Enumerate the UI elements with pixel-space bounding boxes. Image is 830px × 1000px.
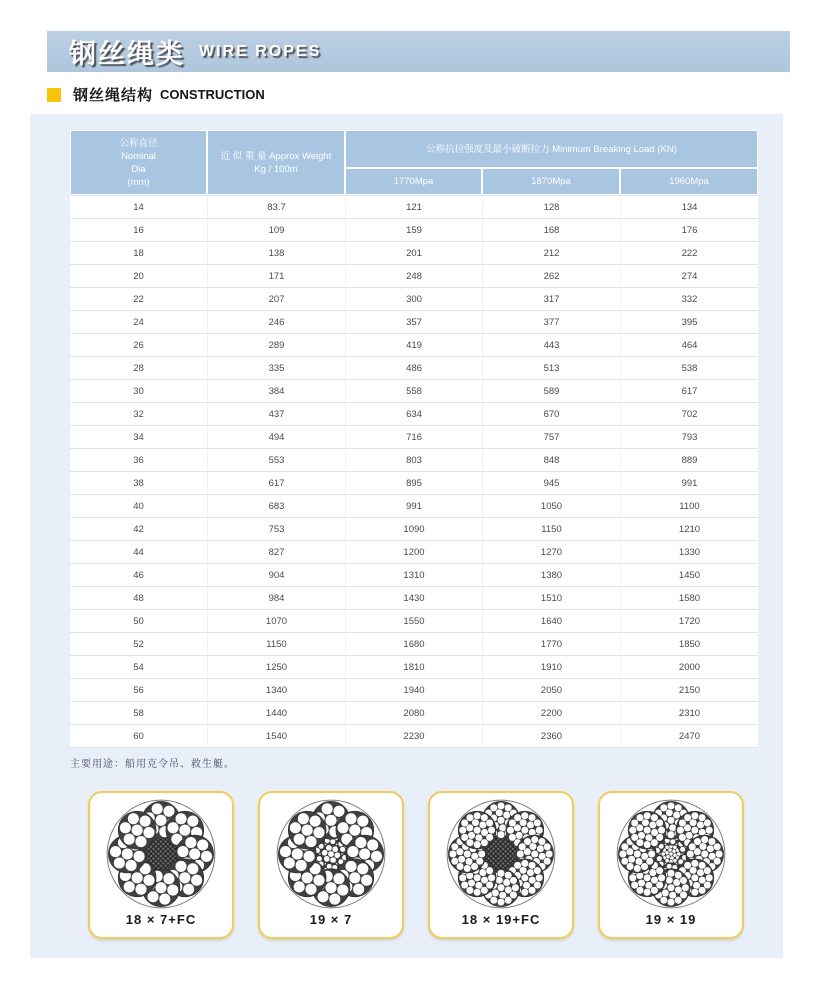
table-cell: 513: [482, 356, 620, 379]
table-row: [70, 471, 758, 494]
table-cell: 2050: [482, 678, 620, 701]
table-cell: 30: [70, 379, 207, 402]
table-cell: 553: [207, 448, 345, 471]
table-cell: 1580: [620, 586, 758, 609]
header-line: (mm): [127, 176, 150, 188]
table-cell: 332: [620, 287, 758, 310]
table-row: [70, 448, 758, 471]
table-cell: 134: [620, 195, 758, 218]
table-cell: 1450: [620, 563, 758, 586]
table-row: [70, 609, 758, 632]
table-cell: 1430: [345, 586, 482, 609]
table-cell: 56: [70, 678, 207, 701]
table-cell: 207: [207, 287, 345, 310]
table-row: [70, 724, 758, 748]
table-cell: 757: [482, 425, 620, 448]
header-grade-1870: 1870Mpa: [482, 168, 620, 195]
header-grade-1960: 1960Mpa: [620, 168, 758, 195]
table-cell: 1210: [620, 517, 758, 540]
section-title-zh: 钢丝绳结构: [73, 87, 154, 104]
construction-label: 18 × 7+FC: [125, 912, 197, 927]
table-cell: 384: [207, 379, 345, 402]
section-title-en: CONSTRUCTION: [160, 87, 265, 102]
table-cell: 803: [345, 448, 482, 471]
table-cell: 1150: [482, 517, 620, 540]
table-row: [70, 517, 758, 540]
table-cell: 634: [345, 402, 482, 425]
table-cell: 895: [345, 471, 482, 494]
header-line: Dia: [131, 163, 146, 175]
table-cell: 716: [345, 425, 482, 448]
table-cell: 1330: [620, 540, 758, 563]
table-row: [70, 563, 758, 586]
construction-cards: [88, 791, 744, 939]
table-cell: 262: [482, 264, 620, 287]
construction-label: 19 × 7: [309, 912, 353, 927]
table-cell: 2080: [345, 701, 482, 724]
table-cell: 357: [345, 310, 482, 333]
table-cell: 1850: [620, 632, 758, 655]
table-cell: 36: [70, 448, 207, 471]
table-cell: 201: [345, 241, 482, 264]
table-cell: 212: [482, 241, 620, 264]
table-cell: 109: [207, 218, 345, 241]
table-cell: 848: [482, 448, 620, 471]
table-cell: 2310: [620, 701, 758, 724]
header-line: 近 似 重 量 Approx Weight: [220, 150, 332, 162]
table-cell: 1200: [345, 540, 482, 563]
construction-card-18-7-fc: [88, 791, 234, 939]
table-cell: 46: [70, 563, 207, 586]
header-breaking-load: 公称抗拉强度及最小破断拉力 Minimum Breaking Load (KN): [345, 130, 758, 168]
table-row: [70, 494, 758, 517]
table-cell: 889: [620, 448, 758, 471]
header-approx-weight: [207, 130, 345, 195]
table-cell: 2000: [620, 655, 758, 678]
table-cell: 1340: [207, 678, 345, 701]
table-cell: 335: [207, 356, 345, 379]
table-row: [70, 655, 758, 678]
table-cell: 42: [70, 517, 207, 540]
table-row: [70, 402, 758, 425]
table-row: [70, 195, 758, 218]
usage-note: 主要用途：船用克令吊、救生艇。: [70, 759, 235, 770]
table-cell: 589: [482, 379, 620, 402]
table-cell: 1640: [482, 609, 620, 632]
table-cell: 991: [620, 471, 758, 494]
table-cell: 54: [70, 655, 207, 678]
table-cell: 683: [207, 494, 345, 517]
table-row: [70, 632, 758, 655]
table-cell: 20: [70, 264, 207, 287]
table-cell: 494: [207, 425, 345, 448]
table-cell: 793: [620, 425, 758, 448]
table-cell: 300: [345, 287, 482, 310]
spec-table-head: [70, 130, 758, 195]
table-cell: 274: [620, 264, 758, 287]
table-row: [70, 586, 758, 609]
table-row: [70, 333, 758, 356]
table-cell: 34: [70, 425, 207, 448]
header-line: Kg / 100m: [254, 163, 298, 175]
table-cell: 1680: [345, 632, 482, 655]
wire-rope-cross-section-icon: [445, 798, 557, 910]
construction-card-19-19: [598, 791, 744, 939]
table-cell: 26: [70, 333, 207, 356]
table-cell: 1440: [207, 701, 345, 724]
table-cell: 44: [70, 540, 207, 563]
table-cell: 1510: [482, 586, 620, 609]
table-cell: 128: [482, 195, 620, 218]
table-cell: 395: [620, 310, 758, 333]
table-cell: 28: [70, 356, 207, 379]
table-cell: 1720: [620, 609, 758, 632]
table-cell: 32: [70, 402, 207, 425]
table-cell: 18: [70, 241, 207, 264]
table-cell: 138: [207, 241, 345, 264]
table-cell: 1090: [345, 517, 482, 540]
table-cell: 1070: [207, 609, 345, 632]
spec-table-body: [70, 195, 758, 748]
table-cell: 248: [345, 264, 482, 287]
page-title-en: WIRE ROPES: [199, 42, 322, 60]
table-cell: 40: [70, 494, 207, 517]
table-cell: 753: [207, 517, 345, 540]
table-cell: 377: [482, 310, 620, 333]
construction-label: 18 × 19+FC: [461, 912, 541, 927]
table-cell: 222: [620, 241, 758, 264]
table-cell: 2360: [482, 724, 620, 748]
yellow-square-icon: [47, 88, 61, 102]
table-row: [70, 287, 758, 310]
table-cell: 246: [207, 310, 345, 333]
table-cell: 52: [70, 632, 207, 655]
header-grade-1770: 1770Mpa: [345, 168, 482, 195]
table-cell: 419: [345, 333, 482, 356]
table-cell: 2200: [482, 701, 620, 724]
table-cell: 48: [70, 586, 207, 609]
table-cell: 1310: [345, 563, 482, 586]
table-cell: 945: [482, 471, 620, 494]
table-cell: 904: [207, 563, 345, 586]
construction-card-18-19-fc: [428, 791, 574, 939]
table-cell: 159: [345, 218, 482, 241]
table-cell: 14: [70, 195, 207, 218]
header-line: Nominal: [121, 150, 156, 162]
table-cell: 24: [70, 310, 207, 333]
wire-rope-cross-section-icon: [275, 798, 387, 910]
table-cell: 991: [345, 494, 482, 517]
table-row: [70, 241, 758, 264]
construction-card-19-7: [258, 791, 404, 939]
spec-table: [70, 130, 758, 748]
table-cell: 538: [620, 356, 758, 379]
table-row: [70, 540, 758, 563]
table-cell: 2230: [345, 724, 482, 748]
table-cell: 558: [345, 379, 482, 402]
table-cell: 486: [345, 356, 482, 379]
table-cell: 1810: [345, 655, 482, 678]
table-row: [70, 701, 758, 724]
table-row: [70, 379, 758, 402]
table-cell: 1100: [620, 494, 758, 517]
table-row: [70, 678, 758, 701]
table-cell: 702: [620, 402, 758, 425]
table-cell: 1270: [482, 540, 620, 563]
table-cell: 1550: [345, 609, 482, 632]
table-cell: 1380: [482, 563, 620, 586]
spec-table-wrap: [70, 130, 758, 748]
table-cell: 289: [207, 333, 345, 356]
table-row: [70, 218, 758, 241]
header-line: 公称直径: [119, 137, 158, 149]
table-cell: 2150: [620, 678, 758, 701]
table-cell: 38: [70, 471, 207, 494]
table-cell: 22: [70, 287, 207, 310]
table-cell: 171: [207, 264, 345, 287]
table-cell: 443: [482, 333, 620, 356]
table-cell: 176: [620, 218, 758, 241]
header-nominal-dia: [70, 130, 207, 195]
table-cell: 317: [482, 287, 620, 310]
table-cell: 83.7: [207, 195, 345, 218]
table-cell: 617: [620, 379, 758, 402]
table-row: [70, 356, 758, 379]
table-cell: 1940: [345, 678, 482, 701]
table-cell: 1050: [482, 494, 620, 517]
table-cell: 50: [70, 609, 207, 632]
table-cell: 437: [207, 402, 345, 425]
table-cell: 168: [482, 218, 620, 241]
table-cell: 1150: [207, 632, 345, 655]
table-cell: 984: [207, 586, 345, 609]
wire-rope-cross-section-icon: [615, 798, 727, 910]
table-cell: 2470: [620, 724, 758, 748]
page-title-banner: [47, 31, 790, 72]
table-cell: 670: [482, 402, 620, 425]
table-cell: 121: [345, 195, 482, 218]
page-title-zh: 钢丝绳类: [69, 39, 185, 69]
table-cell: 1770: [482, 632, 620, 655]
table-cell: 58: [70, 701, 207, 724]
table-row: [70, 264, 758, 287]
table-cell: 1910: [482, 655, 620, 678]
table-row: [70, 310, 758, 333]
table-cell: 1540: [207, 724, 345, 748]
table-cell: 617: [207, 471, 345, 494]
wire-rope-cross-section-icon: [105, 798, 217, 910]
table-cell: 464: [620, 333, 758, 356]
section-heading: [47, 84, 265, 105]
table-cell: 1250: [207, 655, 345, 678]
table-cell: 827: [207, 540, 345, 563]
table-cell: 16: [70, 218, 207, 241]
table-row: [70, 425, 758, 448]
table-cell: 60: [70, 724, 207, 748]
construction-label: 19 × 19: [645, 912, 697, 927]
